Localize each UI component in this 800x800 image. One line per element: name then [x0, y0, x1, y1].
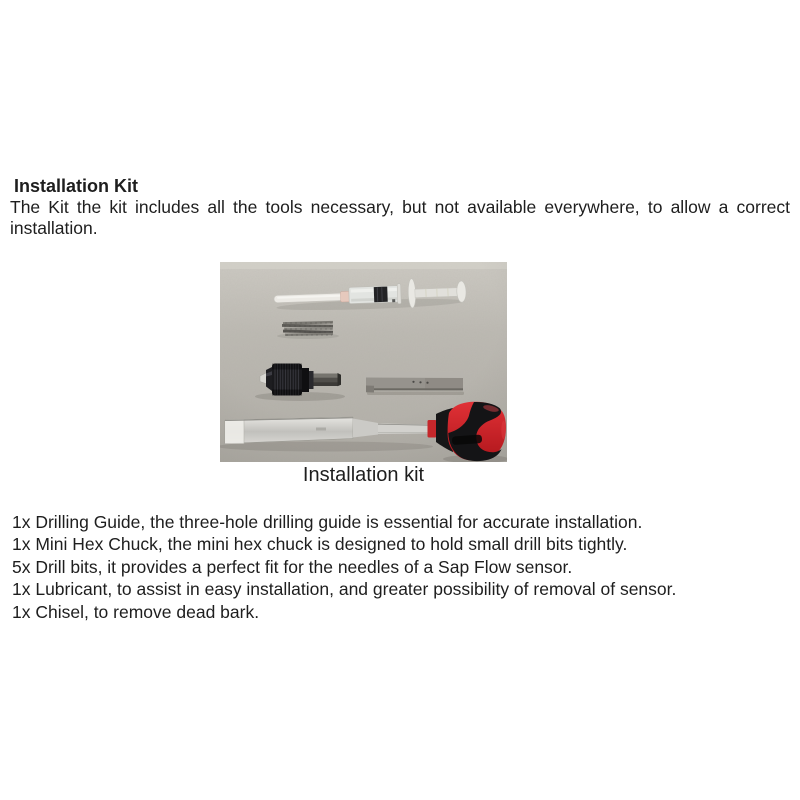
kit-item-lubricant: 1x Lubricant, to assist in easy installation, and greater possibility of removal of sensor.: [12, 579, 677, 600]
kit-figure: [220, 262, 507, 487]
kit-item-chisel: 1x Chisel, to remove dead bark.: [12, 601, 260, 622]
figure-caption: Installation kit: [302, 464, 425, 486]
intro-paragraph: The Kit the kit includes all the tools necessary, but not available everywhere, to allow a correct installation.: [10, 197, 790, 238]
kit-list: [12, 511, 792, 623]
kit-item-drill-bits: 5x Drill bits, it provides a perfect fit for the needles of a Sap Flow sensor.: [12, 556, 573, 577]
kit-item-drilling-guide: 1x Drilling Guide, the three-hole drilling guide is essential for accurate installation.: [12, 512, 643, 532]
kit-photo: [220, 262, 507, 462]
kit-item-mini-hex-chuck: 1x Mini Hex Chuck, the mini hex chuck is designed to hold small drill bits tightly.: [12, 534, 628, 555]
section-heading: Installation Kit: [14, 176, 139, 196]
